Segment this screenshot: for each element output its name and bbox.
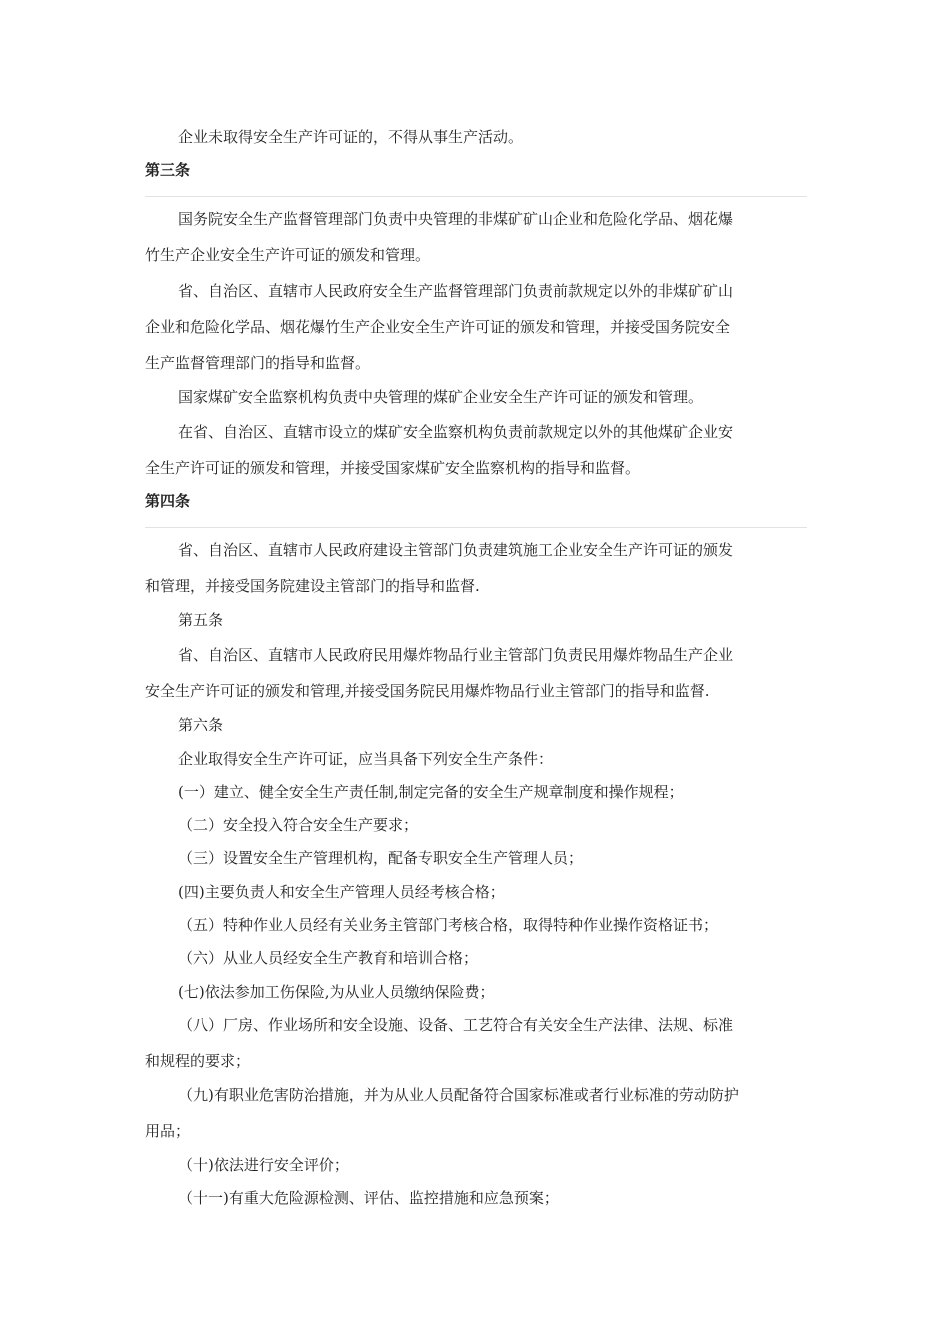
condition-item-11: （十一)有重大危险源检测、评估、监控措施和应急预案； [178,1189,559,1207]
paragraph-line: 省、自治区、直辖市人民政府民用爆炸物品行业主管部门负责民用爆炸物品生产企业 [178,646,734,664]
paragraph-line: 企业取得安全生产许可证，应当具备下列安全生产条件： [178,750,554,768]
paragraph-line: 国家煤矿安全监察机构负责中央管理的煤矿企业安全生产许可证的颁发和管理。 [178,388,704,406]
paragraph-line: 生产监督管理部门的指导和监督。 [145,354,371,372]
condition-item-10: （十)依法进行安全评价； [178,1156,349,1174]
condition-item-2: （二）安全投入符合安全生产要求； [178,816,419,834]
condition-item-3: （三）设置安全生产管理机构，配备专职安全生产管理人员； [178,849,584,867]
condition-item-8: （八）厂房、作业场所和安全设施、设备、工艺符合有关安全生产法律、法规、标准 [178,1016,734,1034]
condition-item-7: (七)依法参加工伤保险,为从业人员缴纳保险费； [178,983,495,1001]
condition-item-9-continued: 用品； [145,1122,191,1140]
article-4-heading: 第四条 [145,492,191,510]
paragraph-line: 竹生产企业安全生产许可证的颁发和管理。 [145,246,431,264]
paragraph-line: 省、自治区、直辖市人民政府安全生产监督管理部门负责前款规定以外的非煤矿矿山 [178,282,734,300]
condition-item-6: （六）从业人员经安全生产教育和培训合格； [178,949,479,967]
condition-item-1: (一）建立、健全安全生产责任制,制定完备的安全生产规章制度和操作规程； [178,783,684,801]
article-5-heading: 第五条 [178,611,224,629]
condition-item-4: (四)主要负责人和安全生产管理人员经考核合格； [178,883,505,901]
paragraph-line: 和管理，并接受国务院建设主管部门的指导和监督. [145,577,480,595]
paragraph-line: 企业未取得安全生产许可证的，不得从事生产活动。 [178,128,524,146]
paragraph-line: 在省、自治区、直辖市设立的煤矿安全监察机构负责前款规定以外的其他煤矿企业安 [178,423,734,441]
paragraph-line: 全生产许可证的颁发和管理，并接受国家煤矿安全监察机构的指导和监督。 [145,459,641,477]
paragraph-line: 省、自治区、直辖市人民政府建设主管部门负责建筑施工企业安全生产许可证的颁发 [178,541,734,559]
paragraph-line: 安全生产许可证的颁发和管理,并接受国务院民用爆炸物品行业主管部门的指导和监督. [145,682,710,700]
paragraph-line: 企业和危险化学品、烟花爆竹生产企业安全生产许可证的颁发和管理，并接受国务院安全 [145,318,731,336]
section-divider [145,196,807,197]
section-divider [145,527,807,528]
condition-item-8-continued: 和规程的要求； [145,1052,251,1070]
paragraph-line: 国务院安全生产监督管理部门负责中央管理的非煤矿矿山企业和危险化学品、烟花爆 [178,210,734,228]
article-3-heading: 第三条 [145,161,191,179]
condition-item-5: （五）特种作业人员经有关业务主管部门考核合格，取得特种作业操作资格证书； [178,916,719,934]
condition-item-9: （九)有职业危害防治措施，并为从业人员配备符合国家标准或者行业标准的劳动防护 [178,1086,739,1104]
article-6-heading: 第六条 [178,716,224,734]
